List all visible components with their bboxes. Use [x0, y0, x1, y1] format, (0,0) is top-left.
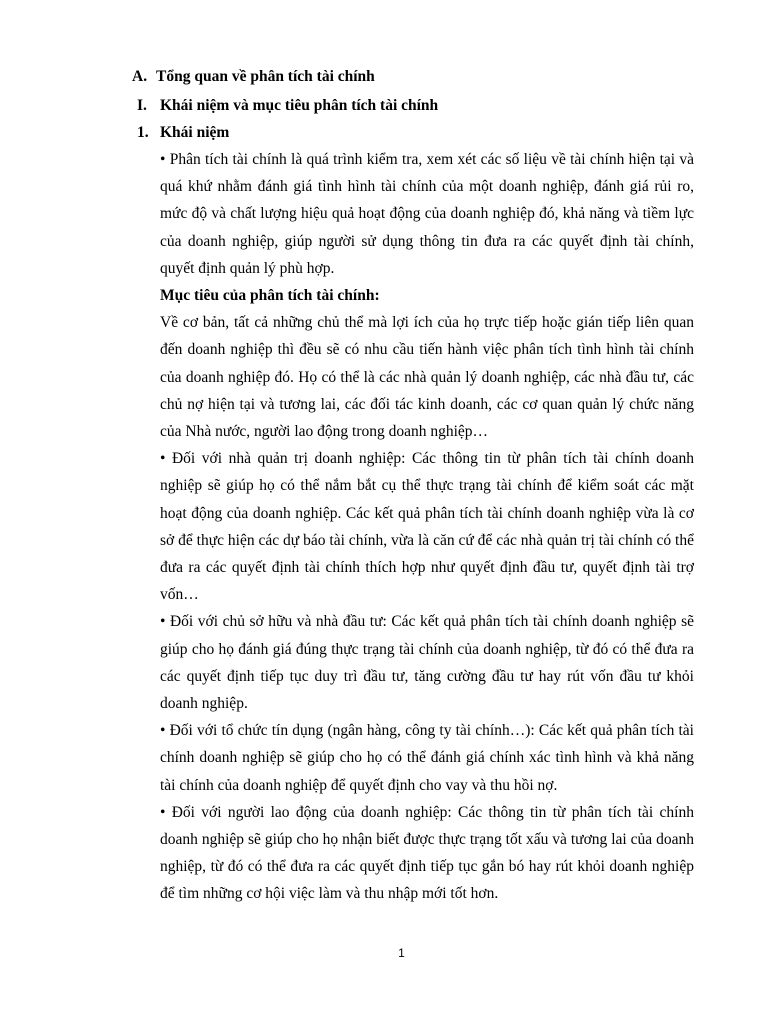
paragraph-managers: • Đối với nhà quản trị doanh nghiệp: Các thông tin từ phân tích tài chính doanh nghiệp sẽ giúp họ có thể nắm bắt cụ thể thực trạng tài chính để kiểm soát các mặt hoạt động của doanh nghiệp. Các kết quả phân tích tài chính doanh nghiệp vừa là cơ sở để thực hiện các dự báo tài chính, vừa là căn cứ để các nhà quản trị tài chính có thể đưa ra các quyết định tài chính thích hợp như quyết định đầu tư, quyết định tài trợ vốn… — [160, 450, 694, 604]
heading-i-text: Khái niệm và mục tiêu phân tích tài chính — [160, 97, 439, 114]
paragraph-objective: Về cơ bản, tất cả những chủ thể mà lợi ích của họ trực tiếp hoặc gián tiếp liên quan đến doanh nghiệp thì đều sẽ có nhu cầu tiến hành việc phân tích tình hình tài chính của doanh nghiệp đó. Họ có thể là các nhà quản lý doanh nghiệp, các nhà đầu tư, các chủ nợ hiện tại và tương lai, các đối tác kinh doanh, các cơ quan quản lý chức năng của Nhà nước, người lao động trong doanh nghiệp… — [160, 314, 694, 441]
paragraph-workers: • Đối với người lao động của doanh nghiệp: Các thông tin từ phân tích tài chính doanh nghiệp sẽ giúp cho họ nhận biết được thực trạng tốt xấu và tương lai của doanh nghiệp, từ đó có thể đưa ra các quyết định tiếp tục gắn bó hay rút khỏi doanh nghiệp để tìm những cơ hội việc làm và thu nhập mới tốt hơn. — [160, 803, 694, 903]
section-heading-i — [137, 96, 438, 116]
heading-a-number: A. — [132, 68, 148, 85]
paragraph-owners: • Đối với chủ sở hữu và nhà đầu tư: Các kết quả phân tích tài chính doanh nghiệp sẽ giúp cho họ đánh giá đúng thực trạng tài chính của doanh nghiệp, từ đó có thể đưa ra các quyết định tiếp tục duy trì đầu tư, tăng cường đầu tư hay rút vốn đầu tư khỏi doanh nghiệp. — [160, 613, 694, 713]
body-text — [160, 146, 694, 908]
heading-1-text: Khái niệm — [160, 124, 230, 141]
heading-i-number: I. — [137, 97, 147, 114]
page-number: 1 — [398, 946, 405, 960]
objective-title: Mục tiêu của phân tích tài chính: — [160, 287, 380, 305]
section-heading-1 — [137, 123, 229, 143]
section-heading-a — [132, 67, 375, 87]
paragraph-credit: • Đối với tổ chức tín dụng (ngân hàng, công ty tài chính…): Các kết quả phân tích tài chính doanh nghiệp sẽ giúp cho họ có thể đánh giá chính xác tình hình và khả năng tài chính của doanh nghiệp để quyết định cho vay và thu hồi nợ. — [160, 722, 694, 794]
heading-1-number: 1. — [137, 124, 149, 141]
heading-a-text: Tổng quan về phân tích tài chính — [156, 68, 375, 85]
paragraph-concept: • Phân tích tài chính là quá trình kiểm tra, xem xét các số liệu về tài chính hiện tại và quá khứ nhằm đánh giá tình hình tài chính của một doanh nghiệp, đánh giá rủi ro, mức độ và chất lượng hiệu quả hoạt động của doanh nghiệp đó, khả năng và tiềm lực của doanh nghiệp, giúp người sử dụng thông tin đưa ra các quyết định tài chính, quyết định quản lý phù hợp. — [160, 151, 694, 277]
